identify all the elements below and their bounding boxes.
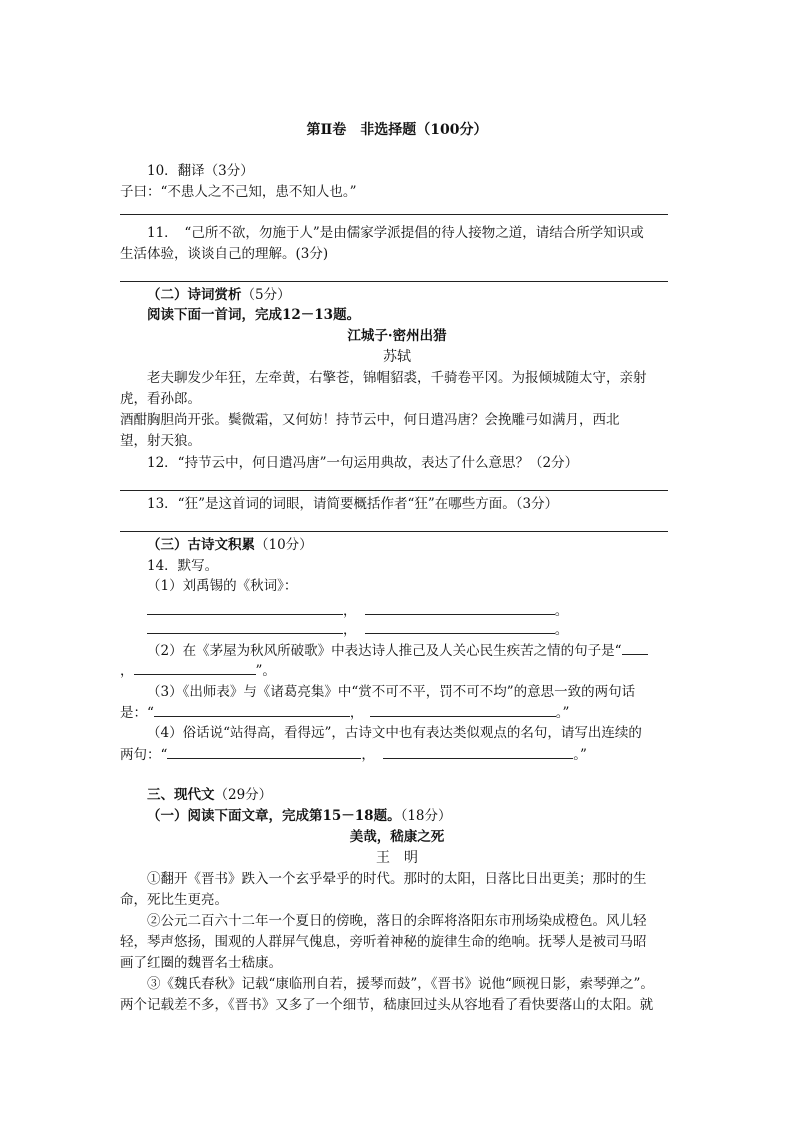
fill-row: ， 。 bbox=[147, 600, 568, 621]
question-14-sub-1: （1）刘禹锡的《秋词》： bbox=[147, 578, 298, 594]
question-14-sub-2: （2）在《茅屋为秋风所破歌》中表达诗人推己及人关心民生疾苦之情的句子是“ bbox=[147, 640, 648, 661]
page-title: 第Ⅱ卷 非选择题（100分） bbox=[306, 122, 488, 138]
question-10-label: 10．翻译（3分） bbox=[147, 163, 254, 179]
article-line: ③《魏氏春秋》记载“康临刑自若，援琴而鼓”，《晋书》说他“顾视日影，索琴弹之”。 bbox=[147, 976, 654, 992]
section-3-heading bbox=[147, 535, 313, 555]
part-3-score: （29分） bbox=[214, 787, 273, 803]
fill-blank[interactable] bbox=[134, 660, 256, 675]
part-3-subtitle: （一）阅读下面文章，完成第15－18题。 bbox=[147, 808, 401, 824]
section-2-title: （二）诗词赏析 bbox=[147, 287, 242, 303]
question-11-line-1: 11． “己所不欲，勿施于人”是由儒家学派提倡的待人接物之道，请结合所学知识或 bbox=[147, 225, 644, 241]
poem-author: 苏轼 bbox=[383, 349, 411, 365]
question-14: 14．默写。 bbox=[147, 558, 219, 574]
question-12: 12．“持节云中，何日遣冯唐”一句运用典故，表达了什么意思？（2分） bbox=[147, 455, 579, 471]
poem-line: 酒酣胸胆尚开张。鬓微霜，又何妨！持节云中，何日遣冯唐？会挽雕弓如满月，西北 bbox=[120, 412, 620, 428]
answer-line bbox=[120, 531, 668, 532]
answer-line bbox=[120, 214, 668, 215]
poem-title: 江城子·密州出猎 bbox=[347, 328, 447, 344]
section-3-score: （10分） bbox=[255, 537, 313, 553]
part-3-subscore: （18分） bbox=[400, 808, 452, 824]
fill-row: 两句：“ ， 。” bbox=[120, 744, 587, 765]
answer-line bbox=[120, 281, 668, 282]
article-line: ①翻开《晋书》跌入一个玄乎晕乎的时代。那时的太阳，日落比日出更美；那时的生 bbox=[147, 871, 647, 887]
section-2-score: （5分） bbox=[241, 287, 291, 303]
fill-blank[interactable] bbox=[147, 619, 343, 634]
article-line: 两个记载差不多，《晋书》又多了一个细节，嵇康回过头从容地看了看快要落山的太阳。就 bbox=[120, 997, 654, 1013]
fill-blank[interactable] bbox=[365, 600, 555, 615]
article-author: 王 明 bbox=[376, 850, 418, 866]
section-3-title: （三）古诗文积累 bbox=[147, 537, 255, 553]
part-3-title: 三、现代文 bbox=[147, 787, 215, 803]
fill-blank[interactable] bbox=[365, 619, 555, 634]
fill-row: ， ”。 bbox=[120, 660, 276, 681]
fill-blank[interactable] bbox=[370, 702, 556, 717]
part-3-heading bbox=[147, 785, 272, 805]
fill-row: 是：“ ， 。” bbox=[120, 702, 569, 723]
question-14-sub-3: （3）《出师表》与《诸葛亮集》中“赏不可不平，罚不可不均”的意思一致的两句话 bbox=[147, 684, 636, 700]
question-11-line-2: 生活体验，谈谈自己的理解。(3分) bbox=[120, 246, 329, 262]
article-title: 美哉，嵇康之死 bbox=[349, 829, 445, 845]
fill-blank[interactable] bbox=[622, 640, 648, 655]
question-13: 13．“狂”是这首词的词眼，请简要概括作者“狂”在哪些方面。（3分） bbox=[147, 496, 559, 512]
part-3-subheading bbox=[147, 806, 452, 826]
section-2-instruction: 阅读下面一首词，完成12－13题。 bbox=[147, 307, 361, 323]
poem-line: 老夫聊发少年狂，左牵黄，右擎苍，锦帽貂裘，千骑卷平冈。为报倾城随太守，亲射 bbox=[147, 370, 647, 386]
fill-blank[interactable] bbox=[383, 744, 573, 759]
question-10-text: 子曰：“不患人之不己知，患不知人也。” bbox=[120, 184, 357, 200]
poem-line: 虎，看孙郎。 bbox=[120, 391, 201, 407]
answer-line bbox=[120, 490, 668, 491]
fill-blank[interactable] bbox=[167, 744, 361, 759]
article-line: 命，死比生更亮。 bbox=[120, 892, 228, 908]
section-2-heading bbox=[147, 285, 291, 305]
article-line: ②公元二百六十二年一个夏日的傍晚，落日的余晖将洛阳东市刑场染成橙色。风儿轻 bbox=[147, 913, 647, 929]
article-line: 画了红圈的魏晋名士嵇康。 bbox=[120, 955, 282, 971]
article-line: 轻，琴声悠扬，围观的人群屏气傀息，旁听着神秘的旋律生命的绝响。抚琴人是被司马昭 bbox=[120, 934, 647, 950]
fill-row: ， 。 bbox=[147, 619, 568, 640]
poem-line: 望，射天狼。 bbox=[120, 433, 201, 449]
fill-blank[interactable] bbox=[154, 702, 350, 717]
fill-blank[interactable] bbox=[147, 600, 343, 615]
question-14-sub-4: （4）俗话说“站得高，看得远”，古诗文中也有表达类似观点的名句，请写出连续的 bbox=[147, 725, 642, 741]
